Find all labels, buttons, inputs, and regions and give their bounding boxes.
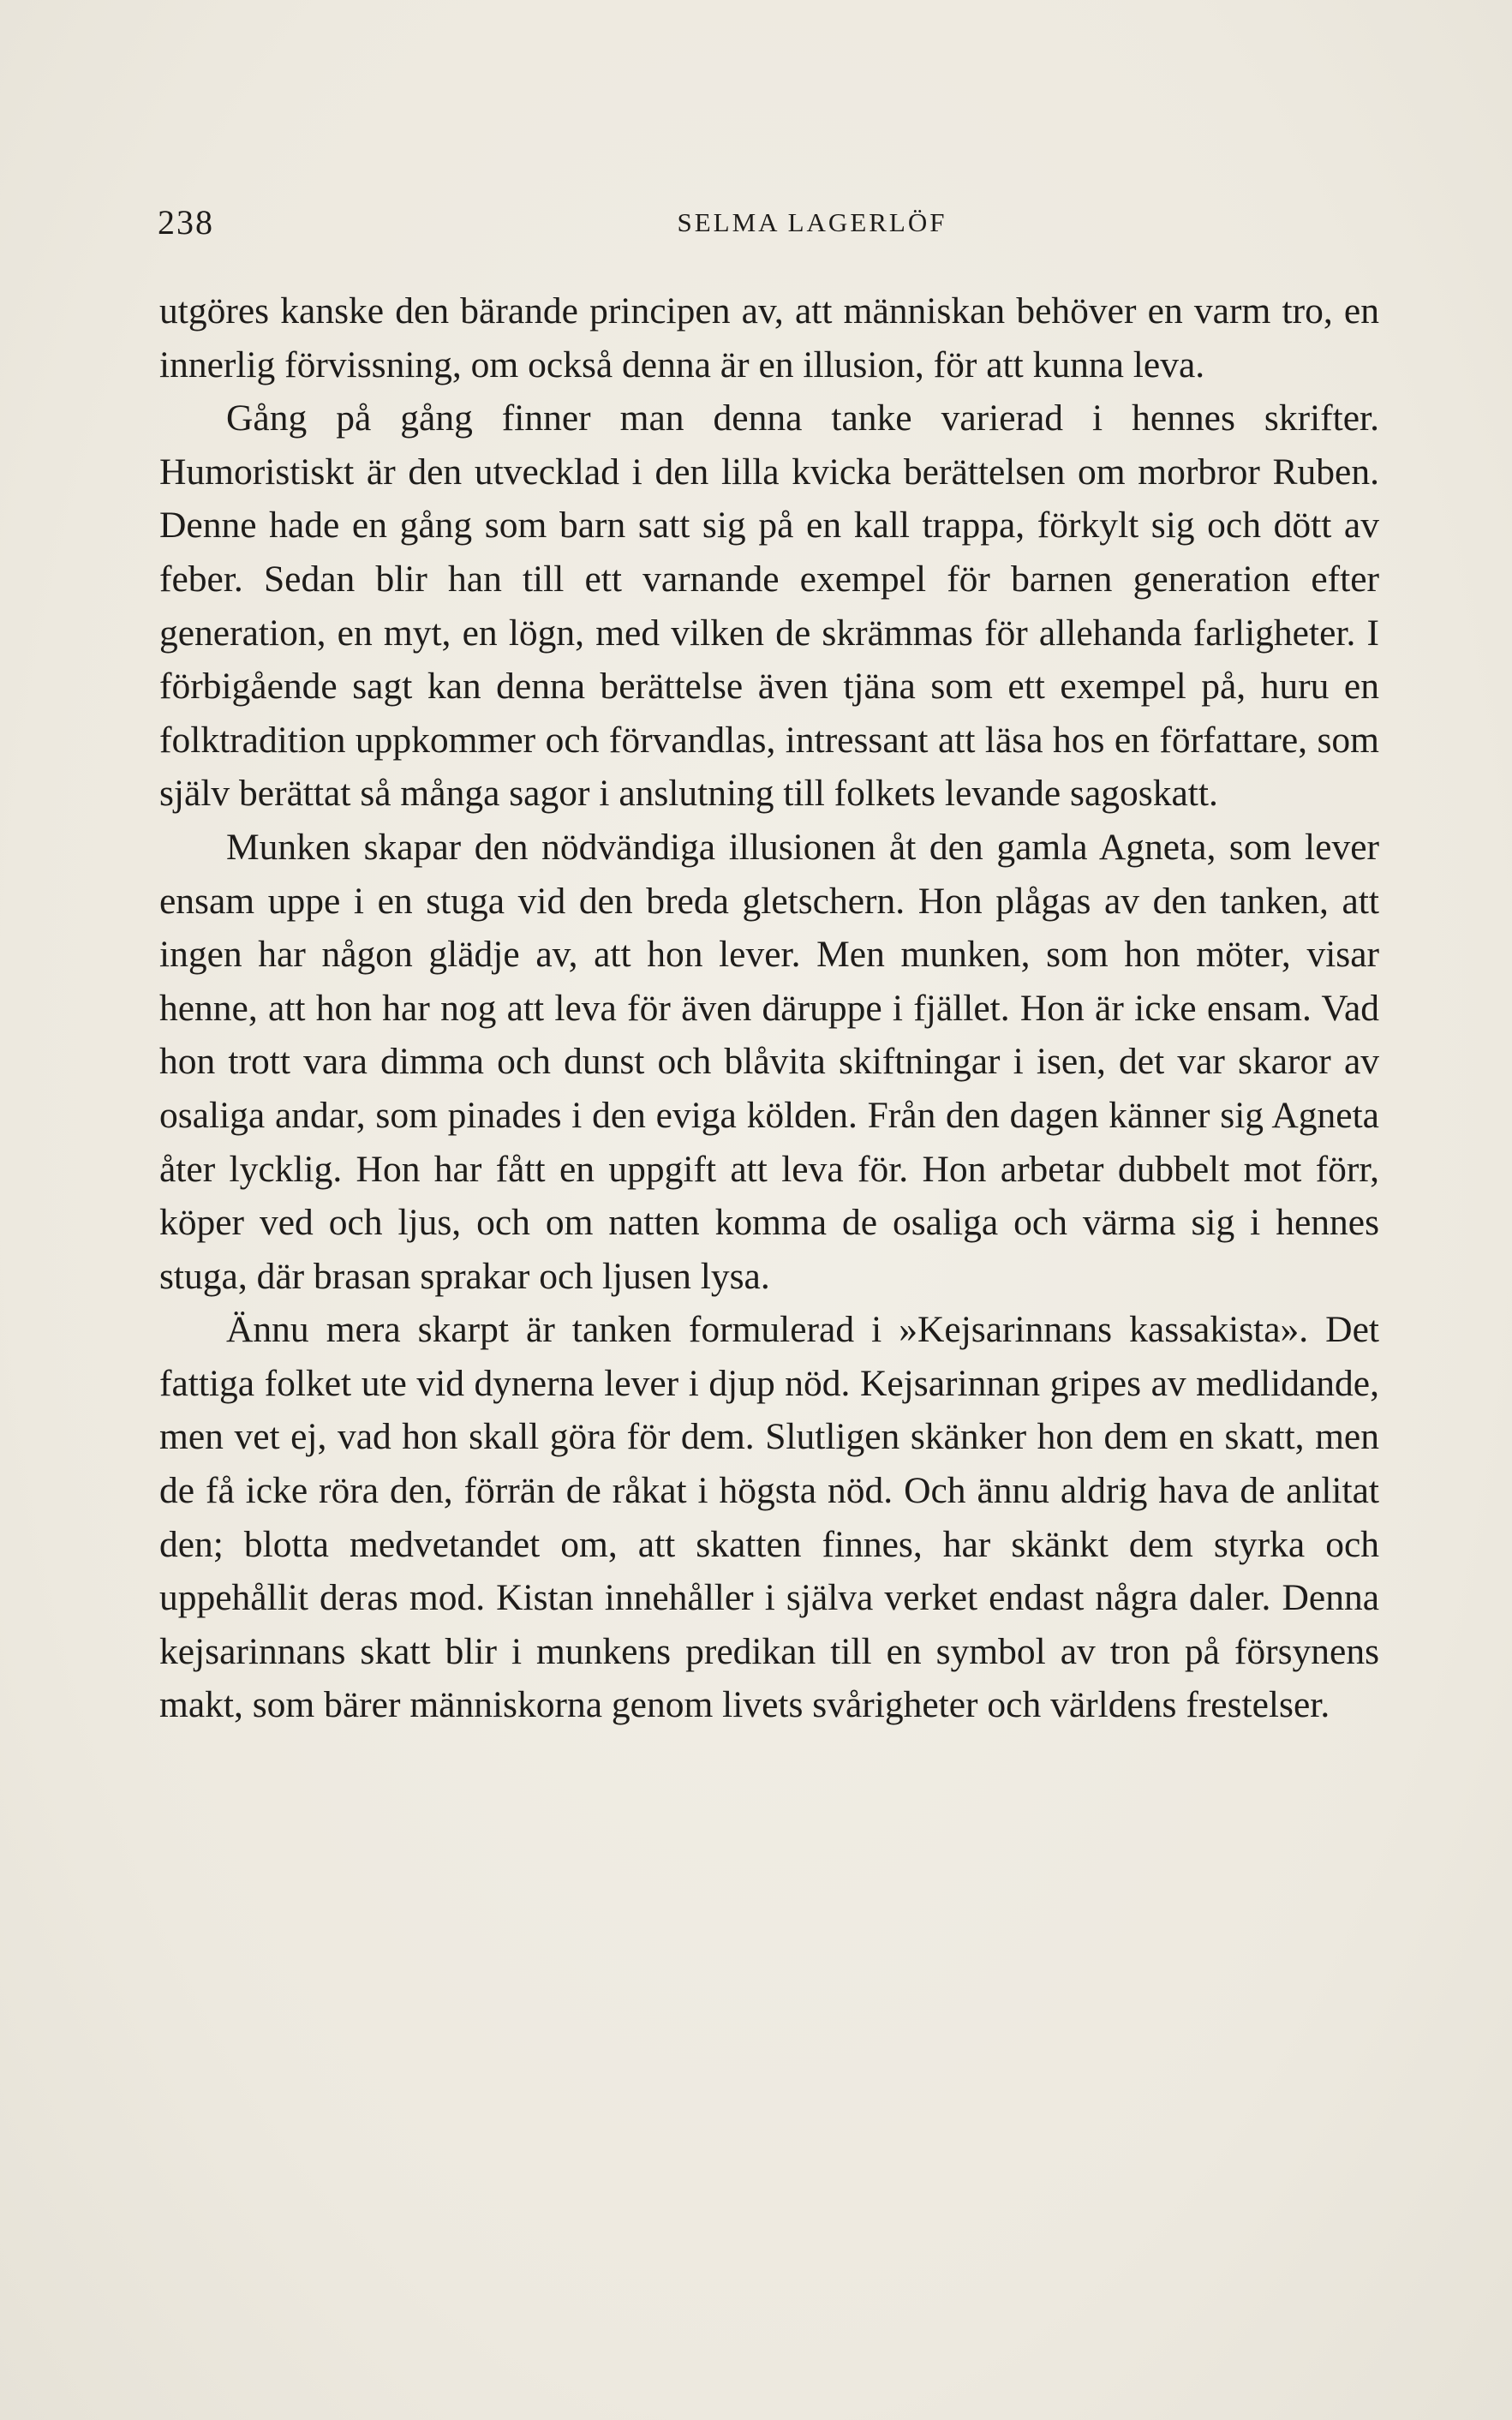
paragraph-agneta: Munken skapar den nödvändiga illusionen åt den gamla Agneta, som lever ensam uppe i en stuga vid den breda gletschern. Hon plågas av den tanken, att ingen har någon glädje av, att hon lever. Men munken, som hon möter, visar henne, att hon har nog att leva för även däruppe i fjället. Hon är icke ensam. Vad hon trott vara dimma och dunst och blåvita skiftningar i isen, det var skaror av osaliga andar, som pinades i den eviga kölden. Från den dagen känner sig Agneta åter lycklig. Hon har fått en uppgift att leva för. Hon arbetar dubbelt mot förr, köper ved och ljus, och om natten komma de osaliga och värma sig i hennes stuga, där brasan sprakar och ljusen lysa. (159, 826, 1379, 1297)
paragraph-continued: utgöres kanske den bärande principen av, att människan behöver en varm tro, en innerlig förvissning, om också denna är en illusion, för att kunna leva. (159, 290, 1379, 385)
page-number: 238 (158, 203, 214, 242)
page-header (158, 199, 1381, 247)
paragraph-kejsarinnan: Ännu mera skarpt är tanken formulerad i »Kejsarinnans kassakista». Det fattiga folket ute vid dynerna lever i djup nöd. Kejsarinnan gripes av medlidande, men vet ej, vad hon skall göra för dem. Slutligen skänker hon dem en skatt, men de få icke röra den, förrän de råkat i högsta nöd. Och ännu aldrig hava de anlitat den; blotta medvetandet om, att skatten finnes, har skänkt dem styrka och uppehållit deras mod. Kistan innehåller i själva verket endast några daler. Denna kejsarinnans skatt blir i munkens predikan till en symbol av tron på försynens makt, som bärer människorna genom livets svårigheter och världens frestelser. (159, 1309, 1379, 1726)
running-head: SELMA LAGERLÖF (677, 207, 947, 237)
body-text (159, 284, 1379, 1732)
paragraph-ruben: Gång på gång finner man denna tanke varierad i hennes skrifter. Humoristiskt är den utvecklad i den lilla kvicka berättelsen om morbror Ruben. Denne hade en gång som barn satt sig på en kall trappa, förkylt sig och dött av feber. Sedan blir han till ett varnande exempel för barnen generation efter generation, en myt, en lögn, med vilken de skrämmas för allehanda farligheter. I förbigående sagt kan denna berättelse även tjäna som ett exempel på, huru en folktradition uppkommer och förvandlas, intressant att läsa hos en författare, som själv berättat så många sagor i anslutning till folkets levande sagoskatt. (159, 397, 1379, 815)
